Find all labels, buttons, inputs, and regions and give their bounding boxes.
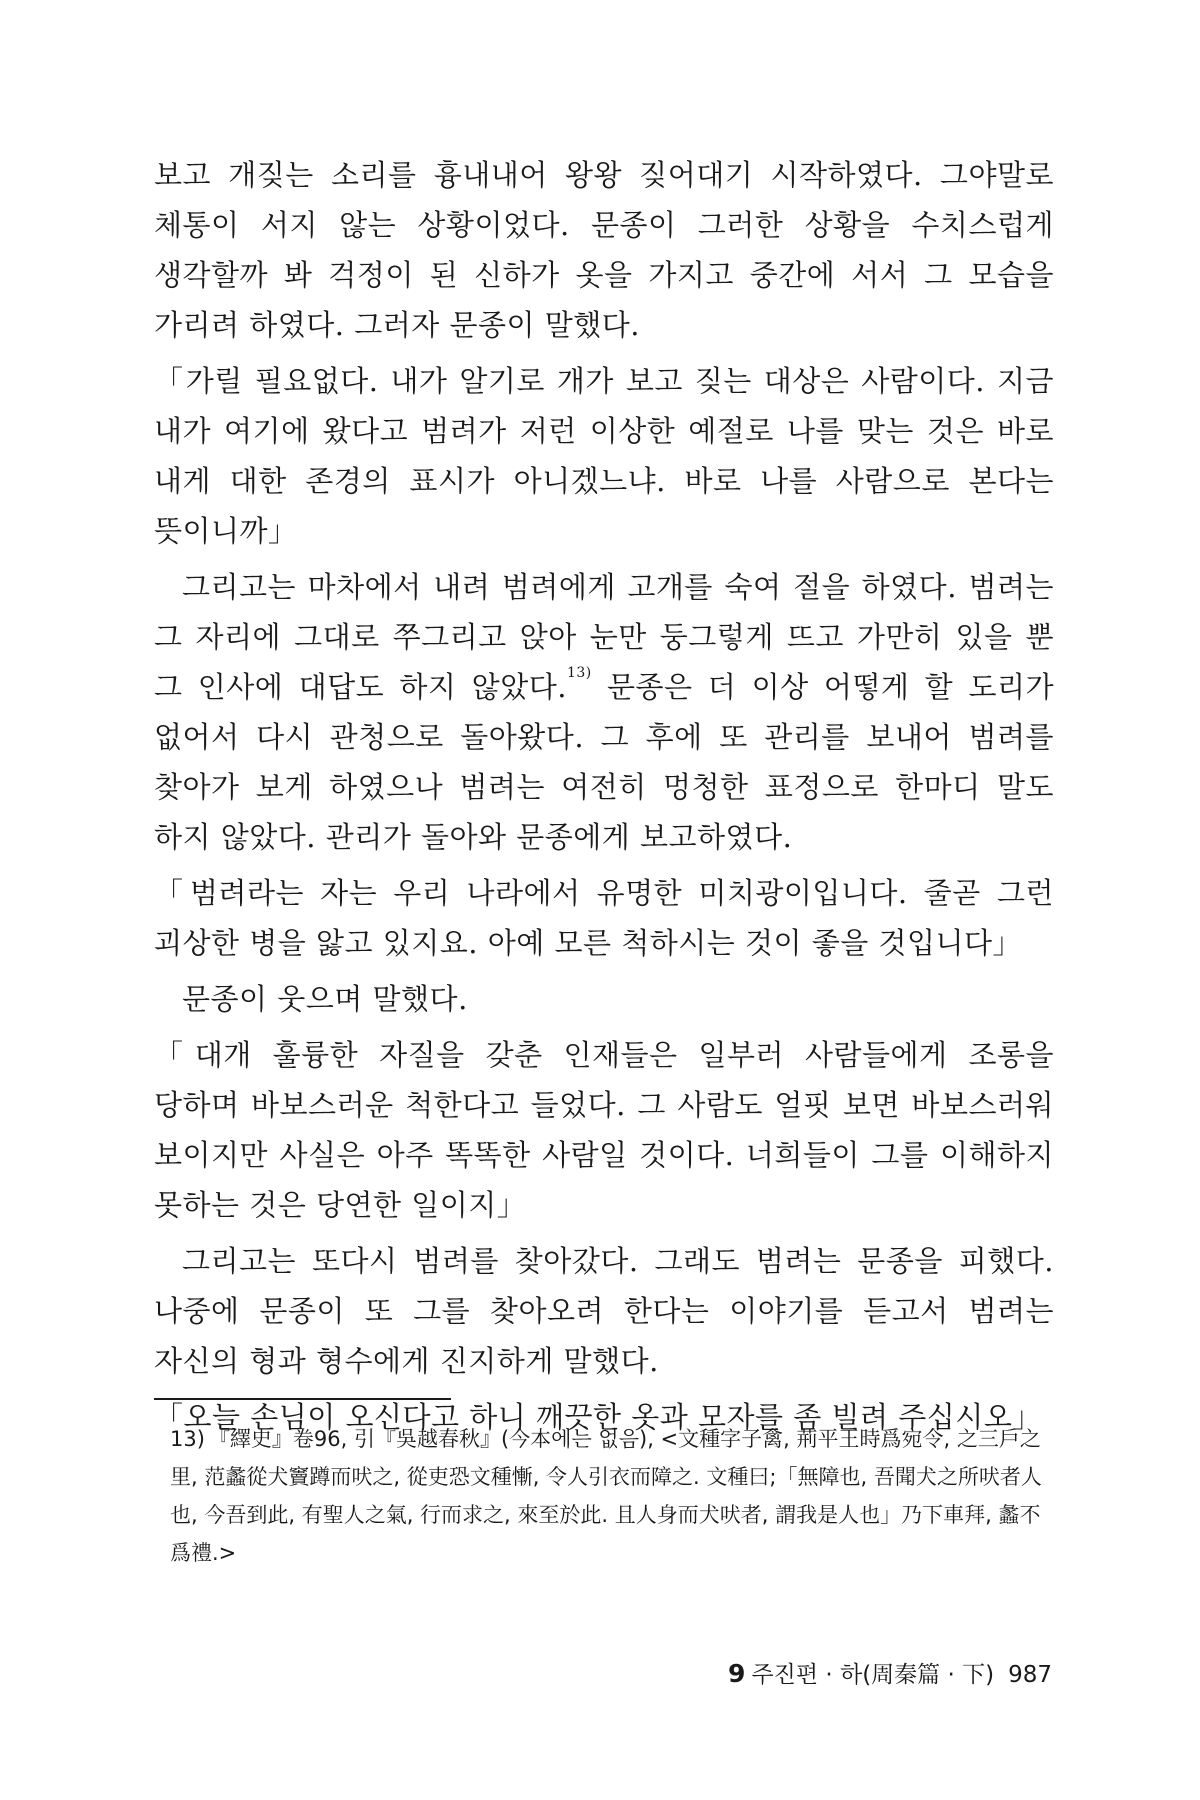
footnote-reference: 13) [566,665,592,681]
paragraph-2: 「가릴 필요없다. 내가 알기로 개가 보고 짖는 대상은 사람이다. 지금 내가 여기에 왔다고 범려가 저런 이상한 예절로 나를 맞는 것은 바로 내게 대한 존경의 표시가 아니겠느냐. 바로 나를 사람으로 본다는 뜻이니까」 [154,364,1054,548]
paragraph-3-text-continued: 문종은 더 이상 어떻게 할 도리가 없어서 다시 관청으로 돌아왔다. 그 후에 또 관리를 보내어 범려를 찾아가 보게 하였으나 범려는 여전히 멍청한 표정으로 한마디 말도 하지 않았다. 관리가 돌아와 문종에게 보고하였다. [154,670,1054,854]
paragraph-1: 보고 개짖는 소리를 흉내내어 왕왕 짖어대기 시작하였다. 그야말로 체통이 서지 않는 상황이었다. 문종이 그러한 상황을 수치스럽게 생각할까 봐 걱정이 된 신하가 옷을 가지고 중간에 서서 그 모습을 가리려 하였다. 그러자 문종이 말했다. [154,158,1054,342]
chapter-number: 9 [728,1659,746,1688]
paragraph-3-text: 그리고는 마차에서 내려 범려에게 고개를 숙여 절을 하였다. 범려는 그 자리에 그대로 쭈그리고 앉아 눈만 둥그렇게 뜨고 가만히 있을 뿐 그 인사에 대답도 하지 않았다. [154,570,1054,704]
paragraph-6: 「대개 훌륭한 자질을 갖춘 인재들은 일부러 사람들에게 조롱을 당하며 바보스러운 척한다고 들었다. 그 사람도 얼핏 보면 바보스러워 보이지만 사실은 아주 똑똑한 사람일 것이다. 너희들이 그를 이해하지 못하는 것은 당연한 일이지」 [154,1038,1054,1222]
paragraph-8: 「오늘 손님이 오신다고 하니 깨끗한 옷과 모자를 좀 빌려 주십시오」 [154,1400,1042,1434]
footnote-number: 13) [170,1427,205,1451]
paragraph-3 [154,562,1054,862]
page-footer [728,1656,1052,1689]
page-number: 987 [1008,1662,1052,1688]
footnote-divider [154,1398,451,1400]
footnote [170,1420,1050,1572]
paragraph-5: 문종이 웃으며 말했다. [182,982,468,1016]
paragraph-4: 「범려라는 자는 우리 나라에서 유명한 미치광이입니다. 줄곧 그런 괴상한 병을 앓고 있지요. 아예 모른 척하시는 것이 좋을 것입니다」 [154,876,1054,960]
footnote-text: 『繹史』卷96, 引『吳越春秋』(今本에는 없음), <文種字子禽, 荊平王時爲宛令, 之三戶之里, 范蠡從犬竇蹲而吠之, 從吏恐文種慚, 令人引衣而障之. 文種曰;「無障也, 吾聞犬之所吠者人也, 今吾到此, 有聖人之氣, 行而求之, 來至於此. 且人身而犬吠者, 謂我是人也」乃下車拜, 蠡不爲禮.> [170,1427,1042,1565]
main-text [154,150,1054,1448]
paragraph-7: 그리고는 또다시 범려를 찾아갔다. 그래도 범려는 문종을 피했다. 나중에 문종이 또 그를 찾아오려 한다는 이야기를 듣고서 범려는 자신의 형과 형수에게 진지하게 말했다. [154,1244,1054,1378]
chapter-title: 주진편 · 하(周秦篇 · 下) [751,1662,995,1688]
